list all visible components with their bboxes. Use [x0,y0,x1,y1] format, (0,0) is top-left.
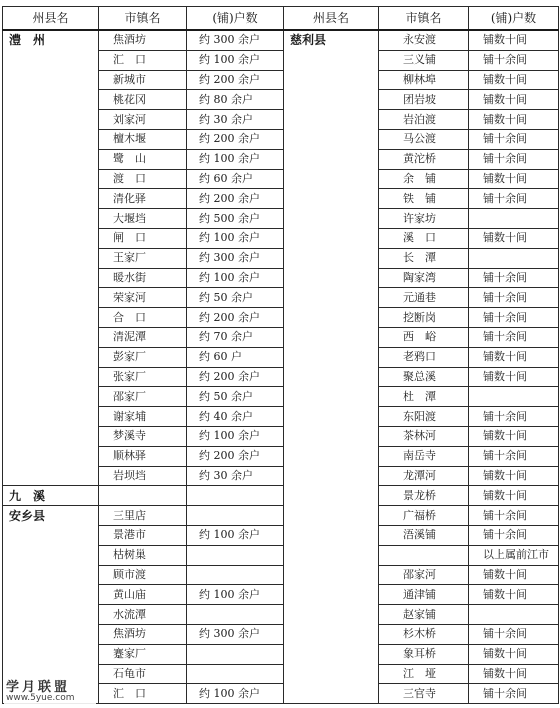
households-cell: 铺十余间 [469,525,559,545]
county-cell [284,169,379,189]
town-cell: 水流潭 [99,605,187,625]
table-row [3,644,559,664]
county-cell [3,426,99,446]
county-cell [284,308,379,328]
households-cell: 铺十余间 [469,268,559,288]
town-cell: 汇 口 [99,684,187,704]
households-cell [469,387,559,407]
table-row [3,347,559,367]
households-cell: 约 100 余户 [187,684,284,704]
households-cell: 铺数十间 [469,70,559,90]
town-cell: 景港市 [99,525,187,545]
county-cell [3,248,99,268]
county-cell [3,466,99,486]
town-cell: 焦酒坊 [99,30,187,50]
header-county: 州县名 [284,7,379,31]
households-cell: 铺数十间 [469,347,559,367]
town-cell: 通津铺 [379,585,469,605]
county-cell [284,209,379,229]
county-cell [3,644,99,664]
county-cell [284,288,379,308]
county-cell [3,545,99,565]
county-cell [284,228,379,248]
table-header-row [3,7,559,31]
table-row [3,327,559,347]
table-body [3,30,559,704]
town-cell: 景龙桥 [379,486,469,506]
households-cell: 铺十余间 [469,308,559,328]
table-row [3,506,559,526]
households-cell: 约 100 余户 [187,268,284,288]
county-cell [3,149,99,169]
table-row [3,189,559,209]
town-cell: 元通巷 [379,288,469,308]
households-cell [187,664,284,684]
households-cell: 约 200 余户 [187,308,284,328]
households-cell: 铺数十间 [469,426,559,446]
county-cell [284,624,379,644]
county-cell [3,129,99,149]
households-cell: 约 100 余户 [187,585,284,605]
town-cell: 杉木桥 [379,624,469,644]
town-cell: 顾市渡 [99,565,187,585]
households-cell: 铺数十间 [469,90,559,110]
table-row [3,288,559,308]
county-cell [284,506,379,526]
county-cell [3,228,99,248]
town-cell: 石龟市 [99,664,187,684]
document-page [2,6,558,704]
table-row [3,407,559,427]
county-cell [284,565,379,585]
county-cell [3,169,99,189]
county-cell [3,327,99,347]
table-row [3,387,559,407]
table-row [3,565,559,585]
table-row [3,486,559,506]
town-cell: 浯溪铺 [379,525,469,545]
households-cell: 约 200 余户 [187,367,284,387]
households-cell: 约 200 余户 [187,446,284,466]
town-cell: 铁 铺 [379,189,469,209]
households-cell: 约 200 余户 [187,70,284,90]
town-cell: 广福桥 [379,506,469,526]
town-cell: 黄山庙 [99,585,187,605]
households-cell: 铺十余间 [469,684,559,704]
county-cell [284,486,379,506]
table-row [3,308,559,328]
households-cell: 铺数十间 [469,486,559,506]
households-cell [187,565,284,585]
town-cell: 东阳渡 [379,407,469,427]
county-cell [284,644,379,664]
town-cell: 岩坝垱 [99,466,187,486]
county-cell [284,387,379,407]
table-row [3,466,559,486]
county-cell [284,70,379,90]
table-row [3,209,559,229]
town-cell: 三里店 [99,506,187,526]
households-cell: 约 40 余户 [187,407,284,427]
town-cell: 三义铺 [379,50,469,70]
town-cell: 梦溪寺 [99,426,187,446]
households-cell: 铺数十间 [469,110,559,130]
households-cell: 铺数十间 [469,565,559,585]
households-cell: 铺数十间 [469,30,559,50]
households-cell: 铺十余间 [469,149,559,169]
county-cell [3,70,99,90]
county-cell: 九 溪 [3,486,99,506]
table-row [3,525,559,545]
table-row [3,50,559,70]
households-cell: 约 50 余户 [187,288,284,308]
county-cell [3,525,99,545]
town-cell: 余 铺 [379,169,469,189]
households-cell: 约 200 余户 [187,189,284,209]
households-cell: 铺十余间 [469,624,559,644]
county-cell [3,288,99,308]
households-cell: 约 30 余户 [187,466,284,486]
county-cell [284,684,379,704]
watermark-title: 学月联盟 [6,680,71,695]
households-cell [469,605,559,625]
county-cell [284,149,379,169]
table-row [3,367,559,387]
households-cell: 铺数十间 [469,664,559,684]
households-cell: 铺十余间 [469,446,559,466]
table-row [3,129,559,149]
county-cell [3,585,99,605]
households-cell [187,605,284,625]
county-cell [3,110,99,130]
town-cell: 檀木堰 [99,129,187,149]
town-cell [99,486,187,506]
town-cell: 岩泊渡 [379,110,469,130]
county-cell [3,565,99,585]
county-cell [284,585,379,605]
town-cell: 聚总溪 [379,367,469,387]
table-row [3,228,559,248]
town-cell: 荣家河 [99,288,187,308]
market-town-table [2,6,559,704]
households-cell [187,506,284,526]
county-cell [3,387,99,407]
table-row [3,90,559,110]
county-cell [3,605,99,625]
county-cell [3,189,99,209]
town-cell: 赵家铺 [379,605,469,625]
town-cell: 长 潭 [379,248,469,268]
town-cell: 杜 潭 [379,387,469,407]
town-cell: 永安渡 [379,30,469,50]
households-cell: 约 50 余户 [187,387,284,407]
households-cell: 约 60 余户 [187,169,284,189]
table-row [3,30,559,50]
county-cell [284,466,379,486]
town-cell: 邵家河 [379,565,469,585]
town-cell: 彭家厂 [99,347,187,367]
town-cell: 汇 口 [99,50,187,70]
header-town: 市镇名 [99,7,187,31]
watermark-url: www.5yue.com [6,693,75,703]
households-cell: 约 500 余户 [187,209,284,229]
header-households: (铺)户数 [469,7,559,31]
county-cell [284,50,379,70]
households-cell: 铺十余间 [469,327,559,347]
header-households: (铺)户数 [187,7,284,31]
county-cell [284,268,379,288]
households-cell: 约 200 余户 [187,129,284,149]
county-cell [284,327,379,347]
county-cell [284,605,379,625]
town-cell [379,545,469,565]
town-cell: 枯树巢 [99,545,187,565]
town-cell: 茶林河 [379,426,469,446]
county-cell [284,426,379,446]
households-cell: 以上属前江市 [469,545,559,565]
town-cell: 老鸦口 [379,347,469,367]
households-cell: 约 70 余户 [187,327,284,347]
town-cell: 许家坊 [379,209,469,229]
town-cell: 合 口 [99,308,187,328]
households-cell: 约 300 余户 [187,30,284,50]
county-cell [284,525,379,545]
town-cell: 清化驿 [99,189,187,209]
town-cell: 桃花冈 [99,90,187,110]
town-cell: 溪 口 [379,228,469,248]
town-cell: 谢家埔 [99,407,187,427]
table-row [3,585,559,605]
households-cell [469,209,559,229]
county-cell [284,407,379,427]
town-cell: 刘家河 [99,110,187,130]
town-cell: 邵家厂 [99,387,187,407]
county-cell [284,189,379,209]
county-cell [3,624,99,644]
county-cell [284,367,379,387]
county-cell [284,347,379,367]
town-cell: 闸 口 [99,228,187,248]
county-cell [3,308,99,328]
town-cell: 江 垭 [379,664,469,684]
county-cell [284,129,379,149]
households-cell: 约 80 余户 [187,90,284,110]
households-cell: 铺数十间 [469,228,559,248]
header-county: 州县名 [3,7,99,31]
county-cell [284,110,379,130]
town-cell: 新城市 [99,70,187,90]
county-cell [284,664,379,684]
county-cell [3,209,99,229]
households-cell: 约 60 户 [187,347,284,367]
households-cell: 铺数十间 [469,644,559,664]
county-cell: 澧 州 [3,30,99,50]
town-cell: 暖水街 [99,268,187,288]
households-cell: 约 100 余户 [187,426,284,446]
table-row [3,248,559,268]
town-cell: 象耳桥 [379,644,469,664]
households-cell: 约 100 余户 [187,149,284,169]
table-row [3,169,559,189]
table-row [3,605,559,625]
town-cell: 柳林埠 [379,70,469,90]
town-cell: 马公渡 [379,129,469,149]
county-cell [284,446,379,466]
households-cell: 约 300 余户 [187,624,284,644]
households-cell: 铺数十间 [469,585,559,605]
town-cell: 大堰垱 [99,209,187,229]
households-cell: 铺十余间 [469,129,559,149]
county-cell [3,407,99,427]
county-cell [284,248,379,268]
header-town: 市镇名 [379,7,469,31]
town-cell: 渡 口 [99,169,187,189]
table-row [3,446,559,466]
table-row [3,624,559,644]
table-row [3,110,559,130]
county-cell: 安乡县 [3,506,99,526]
table-row [3,268,559,288]
county-cell [3,268,99,288]
households-cell: 约 100 余户 [187,50,284,70]
households-cell: 铺数十间 [469,466,559,486]
households-cell: 铺数十间 [469,169,559,189]
town-cell: 焦酒坊 [99,624,187,644]
county-cell [3,50,99,70]
households-cell: 约 300 余户 [187,248,284,268]
households-cell: 约 100 余户 [187,228,284,248]
households-cell [469,248,559,268]
town-cell: 张家厂 [99,367,187,387]
town-cell: 陶家湾 [379,268,469,288]
households-cell [187,545,284,565]
households-cell: 约 100 余户 [187,525,284,545]
county-cell [284,545,379,565]
table-row [3,149,559,169]
households-cell: 铺十余间 [469,407,559,427]
town-cell: 团岩坡 [379,90,469,110]
town-cell: 鹭 山 [99,149,187,169]
town-cell: 黄沱桥 [379,149,469,169]
households-cell: 铺十余间 [469,50,559,70]
county-cell [3,367,99,387]
town-cell: 龙潭河 [379,466,469,486]
county-cell [3,90,99,110]
table-row [3,426,559,446]
households-cell [187,644,284,664]
town-cell: 挖断岗 [379,308,469,328]
households-cell: 铺十余间 [469,189,559,209]
table-row [3,545,559,565]
town-cell: 顺林驿 [99,446,187,466]
town-cell: 南岳寺 [379,446,469,466]
households-cell: 铺十余间 [469,506,559,526]
households-cell: 铺十余间 [469,288,559,308]
town-cell: 清泥潭 [99,327,187,347]
town-cell: 西 峪 [379,327,469,347]
county-cell [284,90,379,110]
households-cell [187,486,284,506]
watermark-logo [4,676,96,706]
households-cell: 约 30 余户 [187,110,284,130]
households-cell: 铺数十间 [469,367,559,387]
county-cell [3,347,99,367]
table-row [3,70,559,90]
county-cell [3,446,99,466]
town-cell: 蹇家厂 [99,644,187,664]
town-cell: 王家厂 [99,248,187,268]
county-cell: 慈利县 [284,30,379,50]
town-cell: 三官寺 [379,684,469,704]
